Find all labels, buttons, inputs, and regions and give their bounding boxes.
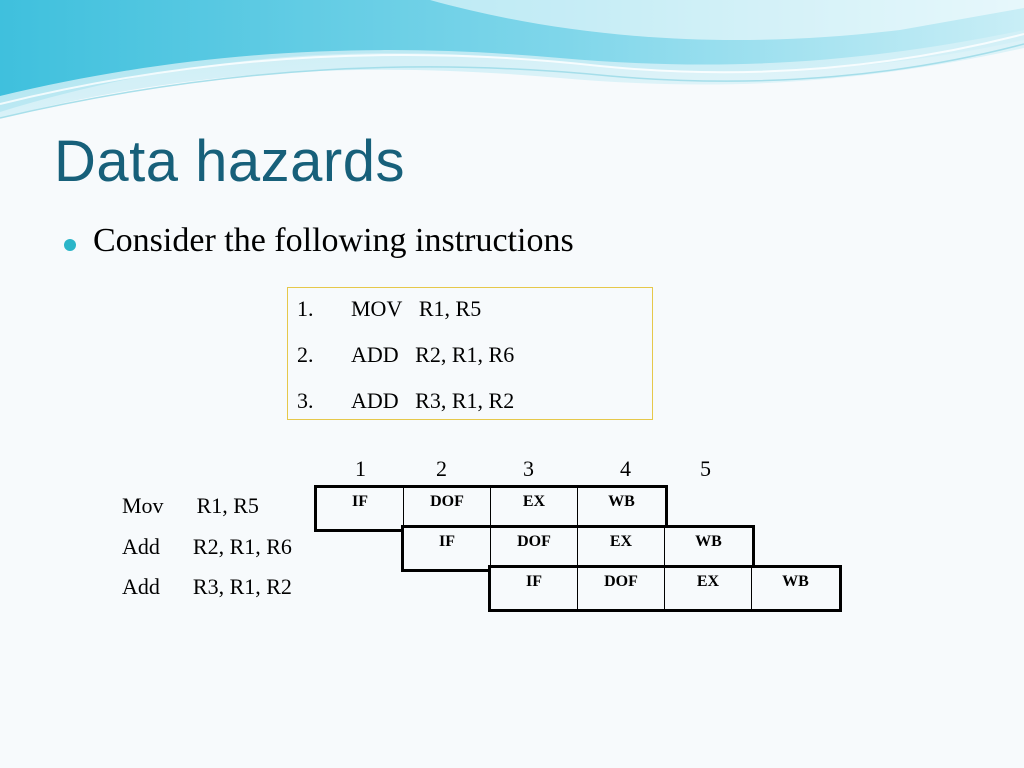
instruction-args: R1, R5	[418, 296, 482, 321]
instruction-op: MOV	[351, 296, 403, 321]
instruction-op: ADD	[351, 342, 399, 367]
cycle-number-1: 1	[355, 456, 366, 481]
row-args: R2, R1, R6	[192, 534, 292, 559]
instruction-line-1	[297, 296, 481, 322]
stage-cell: WB	[752, 568, 839, 609]
stage-cell: DOF	[491, 528, 578, 569]
instruction-line-2	[297, 342, 514, 368]
stage-cell: DOF	[578, 568, 665, 609]
cycle-number-5: 5	[700, 456, 711, 481]
row-args: R3, R1, R2	[192, 574, 292, 599]
stage-cell: IF	[317, 488, 404, 529]
stage-cell: EX	[665, 568, 752, 609]
instruction-list-box	[287, 287, 653, 420]
pipeline-row-label-1	[122, 493, 259, 519]
header-wave-decoration	[0, 0, 1024, 130]
row-op: Mov	[122, 493, 164, 518]
bullet-dot-icon	[64, 239, 76, 251]
stage-cell: IF	[491, 568, 578, 609]
row-op: Add	[122, 534, 160, 559]
cycle-number-3: 3	[523, 456, 534, 481]
instruction-args: R3, R1, R2	[415, 388, 515, 413]
cycle-number-4: 4	[620, 456, 631, 481]
stage-cell: WB	[578, 488, 665, 529]
stage-cell: EX	[491, 488, 578, 529]
stage-cell: IF	[404, 528, 491, 569]
cycle-number-2: 2	[436, 456, 447, 481]
instruction-number: 1.	[297, 296, 314, 321]
row-args: R1, R5	[196, 493, 259, 518]
pipeline-row-label-2	[122, 534, 292, 560]
pipeline-stages-row-3	[488, 565, 842, 612]
stage-cell: WB	[665, 528, 752, 569]
instruction-number: 3.	[297, 388, 314, 413]
instruction-number: 2.	[297, 342, 314, 367]
instruction-line-3	[297, 388, 514, 414]
instruction-args: R2, R1, R6	[415, 342, 515, 367]
stage-cell: DOF	[404, 488, 491, 529]
instruction-op: ADD	[351, 388, 399, 413]
stage-cell: EX	[578, 528, 665, 569]
bullet-text: Consider the following instructions	[93, 222, 574, 259]
slide-title: Data hazards	[54, 129, 405, 194]
pipeline-row-label-3	[122, 574, 292, 600]
row-op: Add	[122, 574, 160, 599]
